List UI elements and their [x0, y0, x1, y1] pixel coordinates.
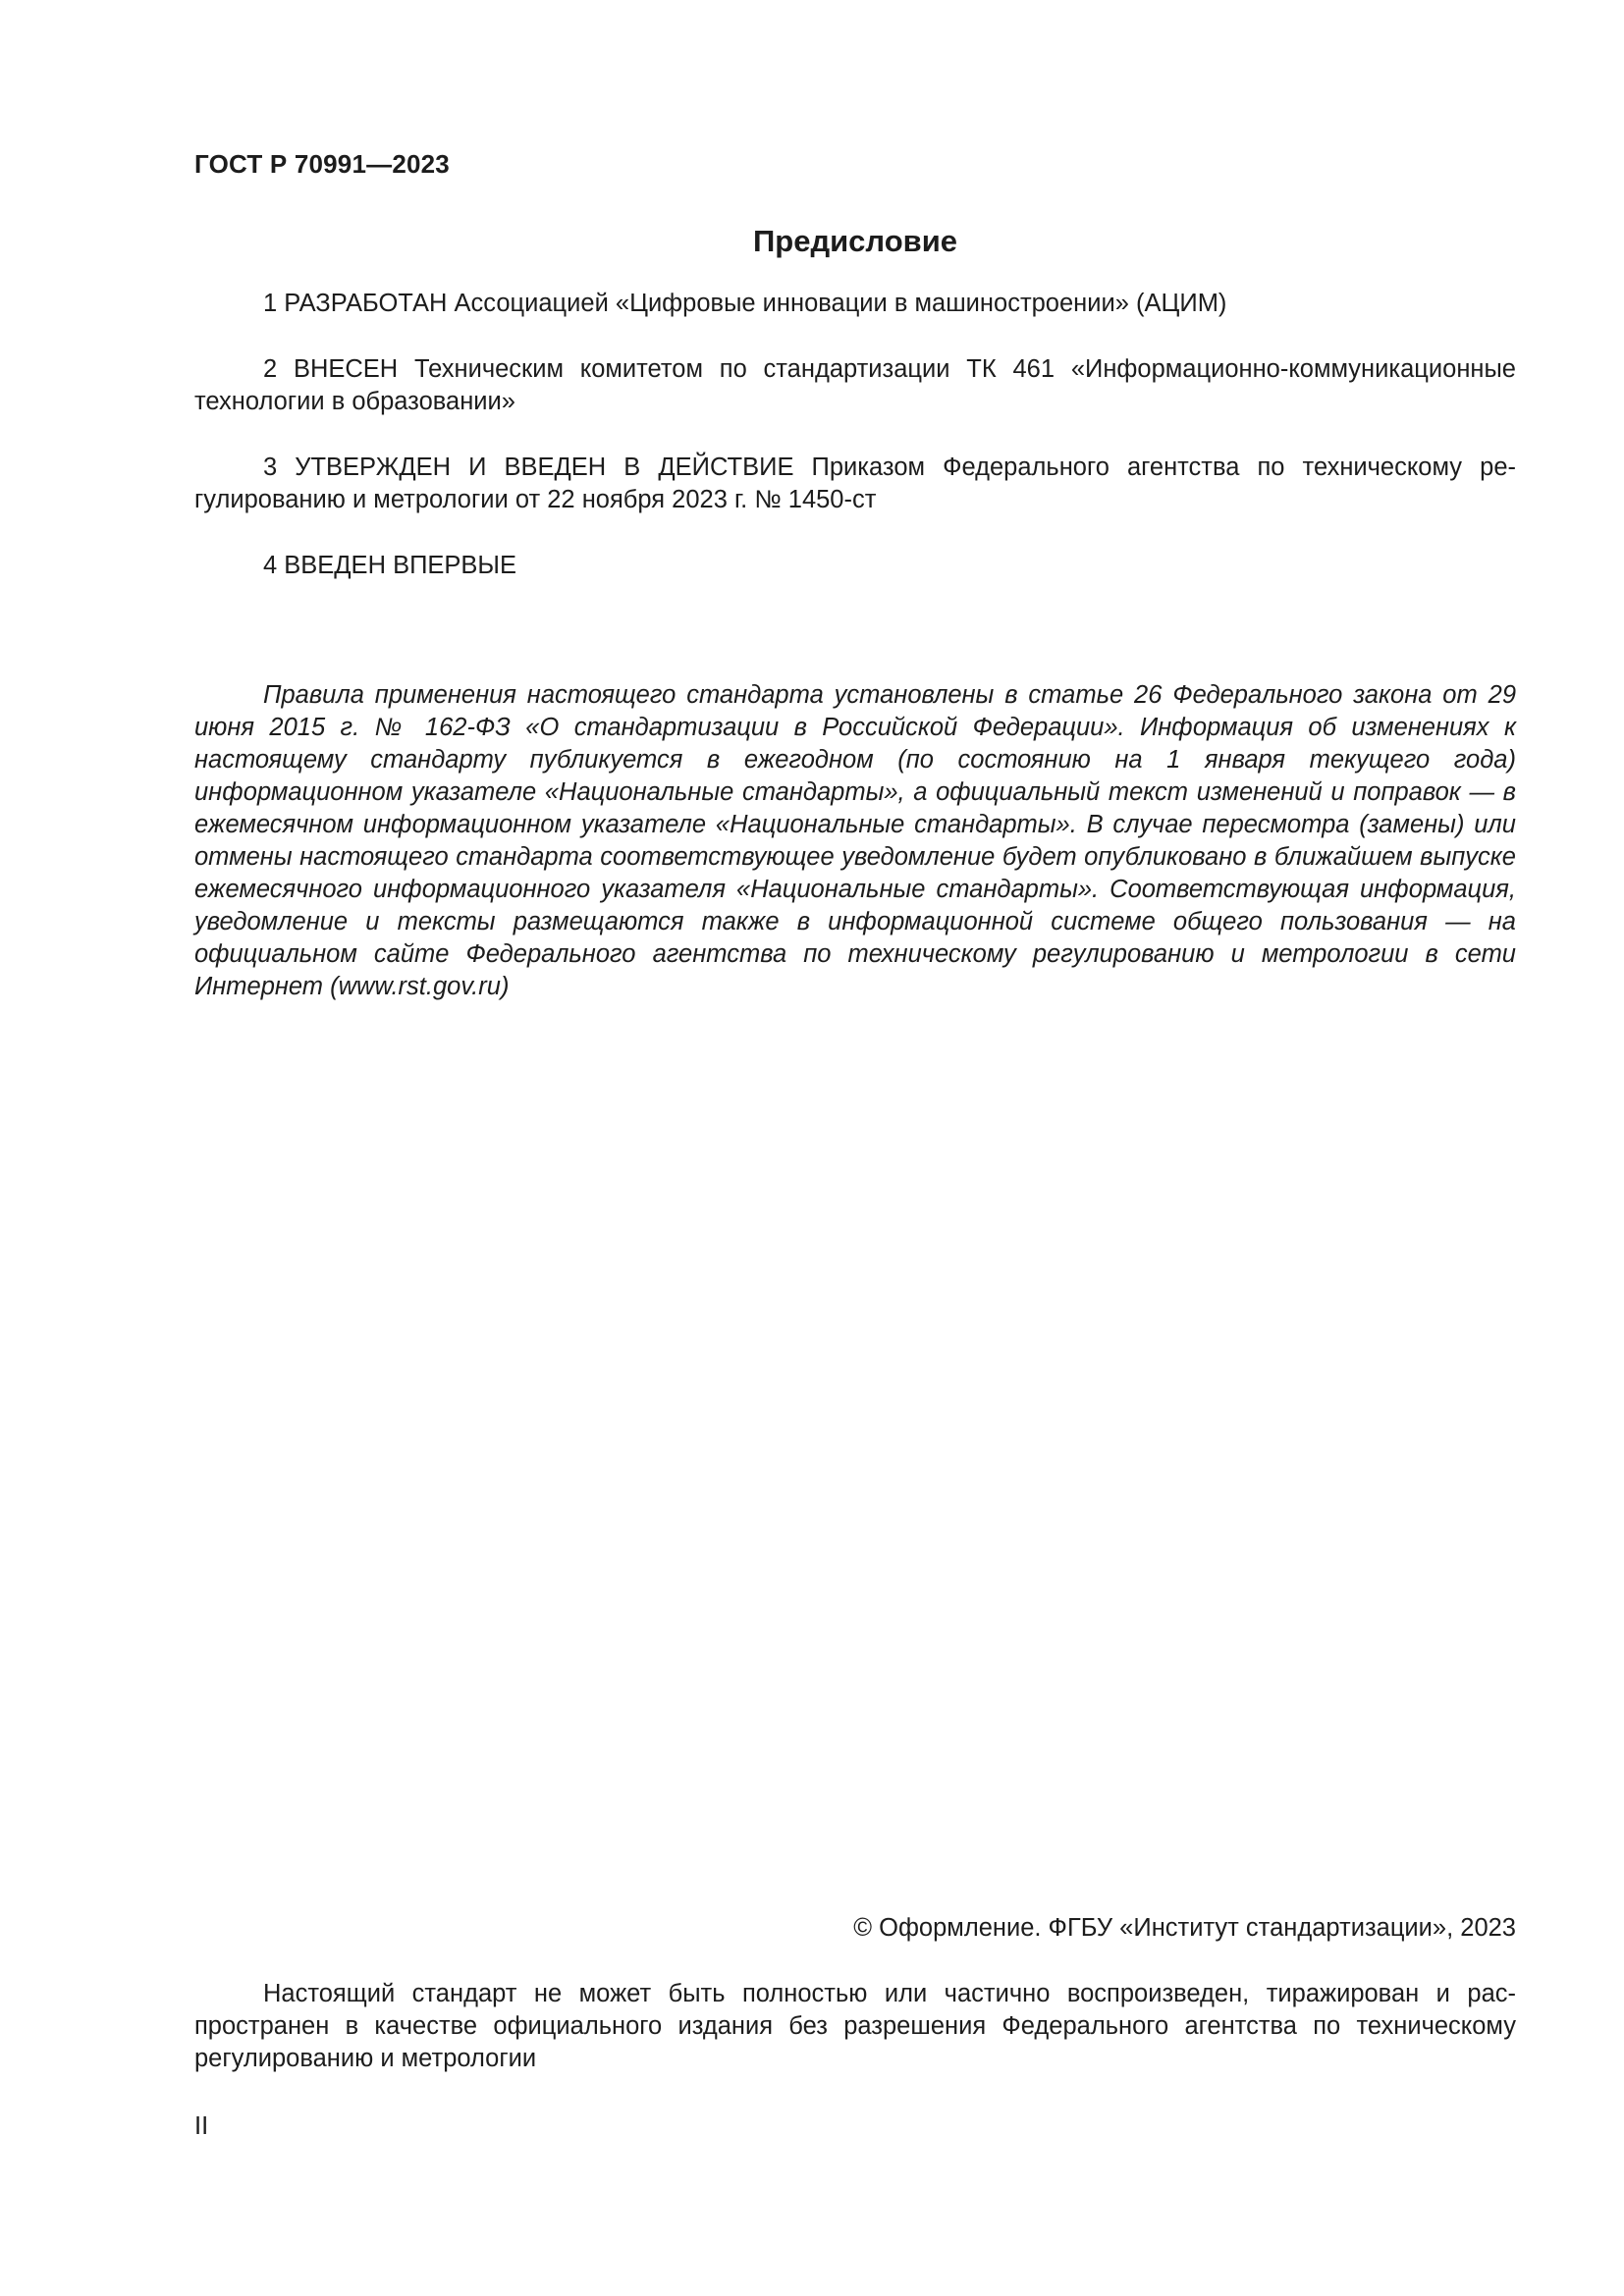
- document-code: ГОСТ Р 70991—2023: [194, 149, 450, 179]
- foreword-item-approved: 3 УТВЕРЖДЕН И ВВЕДЕН В ДЕЙСТВИЕ Приказом Федерального агентства по техническому регулированию и метрологии от 22 ноября 2023 г. № 1450-ст: [194, 454, 1516, 513]
- page-number: II: [194, 2112, 209, 2140]
- reproduction-notice: Настоящий стандарт не может быть полностью или частично воспроизведен, тиражирован и распространен в качестве официального издания без разрешения Федерального агентства по техническому регулированию и метрологии: [194, 1980, 1516, 2072]
- foreword-item-submitted: 2 ВНЕСЕН Техническим комитетом по стандартизации ТК 461 «Информационно-коммуникационные технологии в образовании»: [194, 355, 1516, 415]
- foreword-item-introduced: 4 ВВЕДЕН ВПЕРВЫЕ: [263, 552, 517, 579]
- copyright-line: © Оформление. ФГБУ «Институт стандартизации», 2023: [853, 1914, 1516, 1942]
- application-rules-notice: Правила применения настоящего стандарта установлены в статье 26 Федерального закона от 29 июня 2015 г. № 162-ФЗ «О стандартизации в Российской Федерации». Информация об изменениях к настоящему стандарту публикуется в ежегодном (по состоянию на 1 января текущего года) информационном указателе «Национальные стандарты», а официальный текст изменений и поправок — в ежемесячном информационном указателе «Национальные стандарты». В случае пересмотра (замены) или отмены настоящего стандарта соответствующее уведомление будет опубликовано в ближайшем выпуске ежемесячного информационного указателя «Национальные стандарты». Соответствующая информация, уведомление и тексты размещаются также в информационной системе общего пользования — на официальном сайте Федерального агентства по техническому регулированию и метрологии в сети Интернет (www.rst.gov.ru): [194, 681, 1516, 1000]
- foreword-title: Предисловие: [752, 224, 957, 258]
- foreword-item-developed: 1 РАЗРАБОТАН Ассоциацией «Цифровые инновации в машиностроении» (АЦИМ): [263, 290, 1227, 317]
